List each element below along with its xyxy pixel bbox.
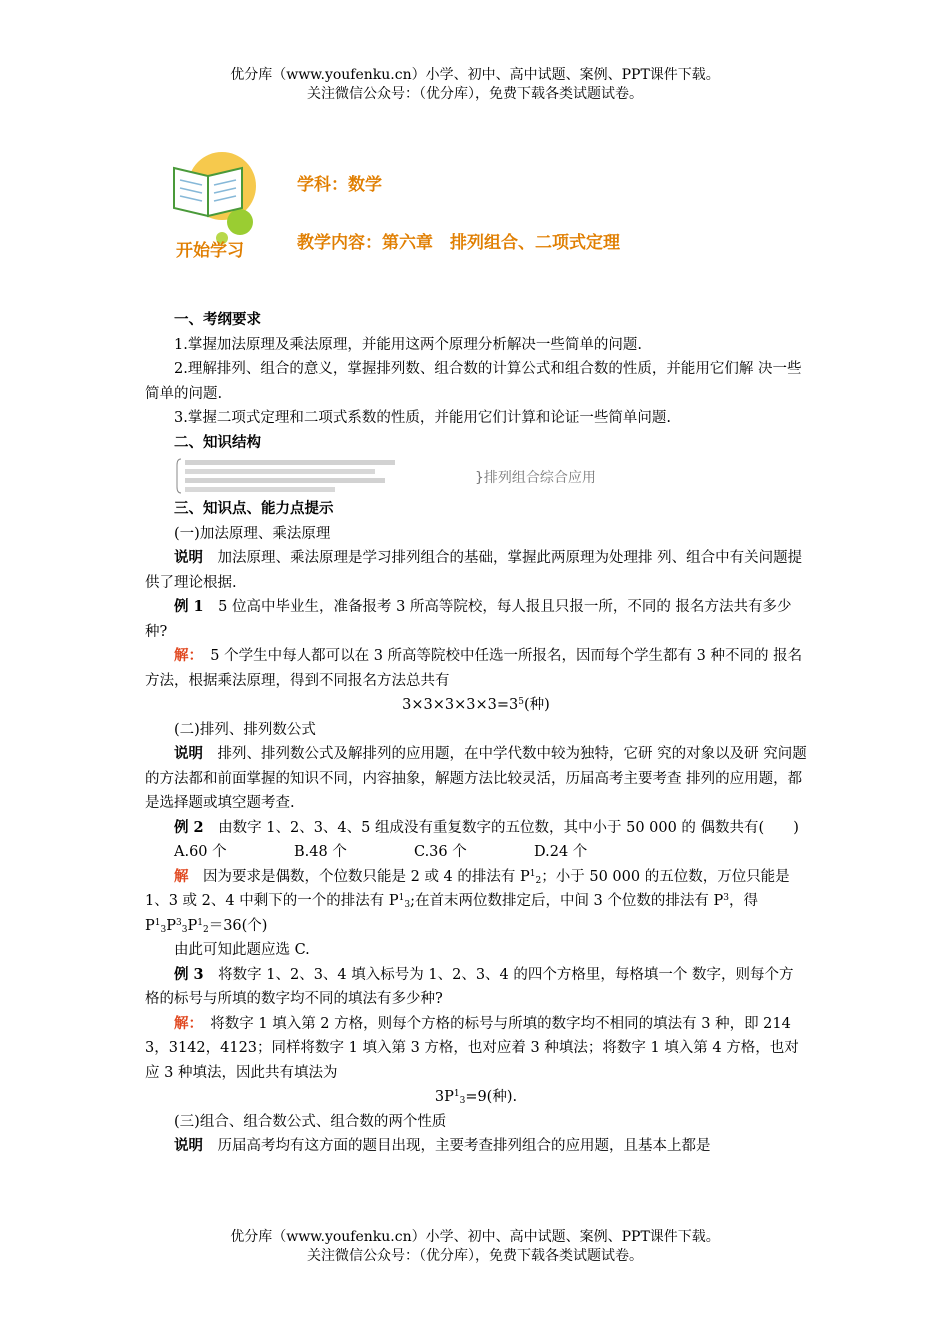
note-label: 说明 bbox=[174, 549, 203, 566]
example-2-options bbox=[145, 840, 807, 865]
solution-text: ＝36(个) bbox=[208, 917, 268, 934]
note-text: 排列、排列数公式及解排列的应用题，在中学代数中较为独特，它研 究的对象以及研 究问题的方法都和前面掌握的知识不同，内容抽象，解题方法比较灵活，历届高考主要考查 排列的应用题，都是选择题或填空题考查. bbox=[145, 746, 807, 811]
perm-sub: 2 bbox=[535, 875, 542, 886]
part-3-note bbox=[145, 1134, 807, 1159]
formula-text: 3P bbox=[434, 1089, 454, 1105]
solution-text: 因为要求是偶数，个位数只能是 2 或 4 的排法有 P bbox=[188, 868, 530, 885]
part-1-title: (一)加法原理、乘法原理 bbox=[174, 525, 331, 542]
content-title: 教学内容：第六章 排列组合、二项式定理 bbox=[297, 233, 620, 253]
structure-diagram-figure bbox=[175, 457, 715, 495]
syllabus-item-2: 2.理解排列、组合的意义，掌握排列数、组合数的计算公式和组合数的性质，并能用它们解 决一些简单的问题. bbox=[145, 361, 802, 402]
option-d: D.24 个 bbox=[534, 844, 588, 860]
section-2-heading: 二、知识结构 bbox=[174, 434, 261, 451]
part-2-title: (二)排列、排列数公式 bbox=[174, 721, 316, 738]
solution-text: 将数字 1 填入第 2 方格，则每个方格的标号与所填的数字均不相同的填法有 3 种，即 214 3，3142，4123；同样将数字 1 填入第 3 方格，也对应着 3 种填法；将数字 1 填入第 4 方格，也对 应 3 种填法，因此共有填法为 bbox=[145, 1015, 799, 1081]
example-1-solution bbox=[145, 644, 807, 693]
example-3-formula bbox=[145, 1085, 807, 1110]
perm-sup: 3 bbox=[176, 917, 182, 928]
formula-text: =9(种). bbox=[465, 1089, 518, 1105]
perm-sub: 3 bbox=[404, 900, 411, 910]
solution-text: ；小于 50 000 的五位数，万位只能是 1、3 或 2、4 中剩下的一个的排法有 P bbox=[145, 868, 790, 909]
example-text: 由数字 1、2、3、4、5 组成没有重复数字的五位数，其中小于 50 000 的 偶数共有( ) bbox=[203, 819, 799, 836]
perm-sub: 3 bbox=[160, 924, 167, 935]
example-2-solution: 解 因为要求是偶数，个位数只能是 2 或 4 的排法有 $P^1_2$；小于 50 000 的五位数，万位只能是 1、3 或 2、4 中剩下的一个的排法有 $P^1_3$;在首末两位数排定后，中间 3 个位数的排法有 $P^3$，得 $P^1_3P^3_3P^1_2=36$(个) bbox=[145, 867, 790, 935]
note-label: 说明 bbox=[174, 745, 203, 762]
solution-text: 5 个学生中每人都可以在 3 所高等院校中任选一所报名，因而每个学生都有 3 种不同的 报名方法，根据乘法原理，得到不同报名方法总共有 bbox=[145, 648, 803, 689]
structure-right-label: }排列组合综合应用 bbox=[475, 470, 596, 486]
option-a: A.60 个 bbox=[174, 844, 227, 860]
perm-sup: 1 bbox=[197, 917, 203, 928]
header-line-1: 优分库（www.youfenku.cn）小学、初中、高中试题、案例、PPT课件下载。 bbox=[230, 67, 720, 83]
example-text: 5 位高中毕业生，准备报考 3 所高等院校，每人报且只报一所，不同的 报名方法共有多少种? bbox=[145, 599, 792, 640]
page-header bbox=[0, 66, 950, 104]
perm-sup: 1 bbox=[529, 868, 536, 879]
solution-label: 解： bbox=[174, 1014, 196, 1032]
open-book-icon bbox=[160, 146, 270, 264]
header-line-2: 关注微信公众号：（优分库），免费下载各类试题试卷。 bbox=[307, 86, 643, 102]
perm-sub: 3 bbox=[459, 1096, 466, 1106]
part-1-note bbox=[145, 546, 807, 595]
footer-line-1: 优分库（www.youfenku.cn）小学、初中、高中试题、案例、PPT课件下载。 bbox=[230, 1229, 720, 1245]
formula-exponent: 5 bbox=[518, 697, 524, 707]
note-text: 历届高考均有这方面的题目出现，主要考查排列组合的应用题，且基本上都是 bbox=[203, 1138, 711, 1154]
subject-title: 学科：数学 bbox=[297, 175, 382, 195]
solution-label: 解： bbox=[174, 647, 196, 664]
solution-text: ，得 P bbox=[145, 893, 758, 934]
perm-sub: 2 bbox=[202, 924, 209, 935]
section-1-heading: 一、考纲要求 bbox=[174, 312, 261, 328]
solution-text: ;在首末两位数排定后，中间 3 个位数的排法有 P bbox=[410, 893, 724, 909]
perm-sup: 1 bbox=[453, 1089, 460, 1099]
note-label: 说明 bbox=[174, 1137, 203, 1154]
example-2 bbox=[145, 816, 807, 841]
footer-line-2: 关注微信公众号：（优分库），免费下载各类试题试卷。 bbox=[307, 1248, 643, 1264]
syllabus-item-3: 3.掌握二项式定理和二项式系数的性质，并能用它们计算和论证一些简单问题. bbox=[174, 410, 671, 426]
knowledge-structure-diagram bbox=[145, 455, 807, 497]
document-body bbox=[145, 308, 807, 1159]
option-c: C.36 个 bbox=[414, 844, 467, 860]
part-2-note bbox=[145, 742, 807, 816]
logo-text: 开始学习 bbox=[176, 241, 244, 261]
formula-text: 3×3×3×3×3=3 bbox=[402, 697, 519, 713]
option-b: B.48 个 bbox=[294, 844, 347, 860]
example-1-formula bbox=[145, 693, 807, 718]
example-3-solution bbox=[145, 1012, 807, 1086]
section-3-heading: 三、知识点、能力点提示 bbox=[174, 501, 334, 517]
example-label: 例 2 bbox=[174, 818, 204, 836]
example-3 bbox=[145, 963, 807, 1012]
page-footer bbox=[0, 1228, 950, 1266]
solution-label: 解 bbox=[174, 867, 189, 885]
perm-sup: 1 bbox=[398, 893, 405, 903]
example-1 bbox=[145, 595, 807, 644]
perm-sup: 3 bbox=[723, 893, 729, 903]
perm-sup: 1 bbox=[154, 917, 161, 928]
part-3-title: (三)组合、组合数公式、组合数的两个性质 bbox=[174, 1113, 447, 1130]
example-2-conclusion: 由此可知此题应选 C. bbox=[174, 942, 310, 958]
example-label: 例 1 bbox=[174, 598, 204, 615]
note-text: 加法原理、乘法原理是学习排列组合的基础，掌握此两原理为处理排 列、组合中有关问题提供了理论根据. bbox=[145, 550, 803, 591]
start-learning-logo bbox=[160, 146, 270, 264]
formula-unit: (种) bbox=[524, 697, 550, 713]
perm-sub: 3 bbox=[181, 924, 188, 935]
example-text: 将数字 1、2、3、4 填入标号为 1、2、3、4 的四个方格里，每格填一个 数字，则每个方格的标号与所填的数字均不同的填法有多少种? bbox=[145, 966, 794, 1007]
syllabus-item-1: 1.掌握加法原理及乘法原理，并能用这两个原理分析解决一些简单的问题. bbox=[174, 336, 642, 353]
example-label: 例 3 bbox=[174, 965, 204, 983]
